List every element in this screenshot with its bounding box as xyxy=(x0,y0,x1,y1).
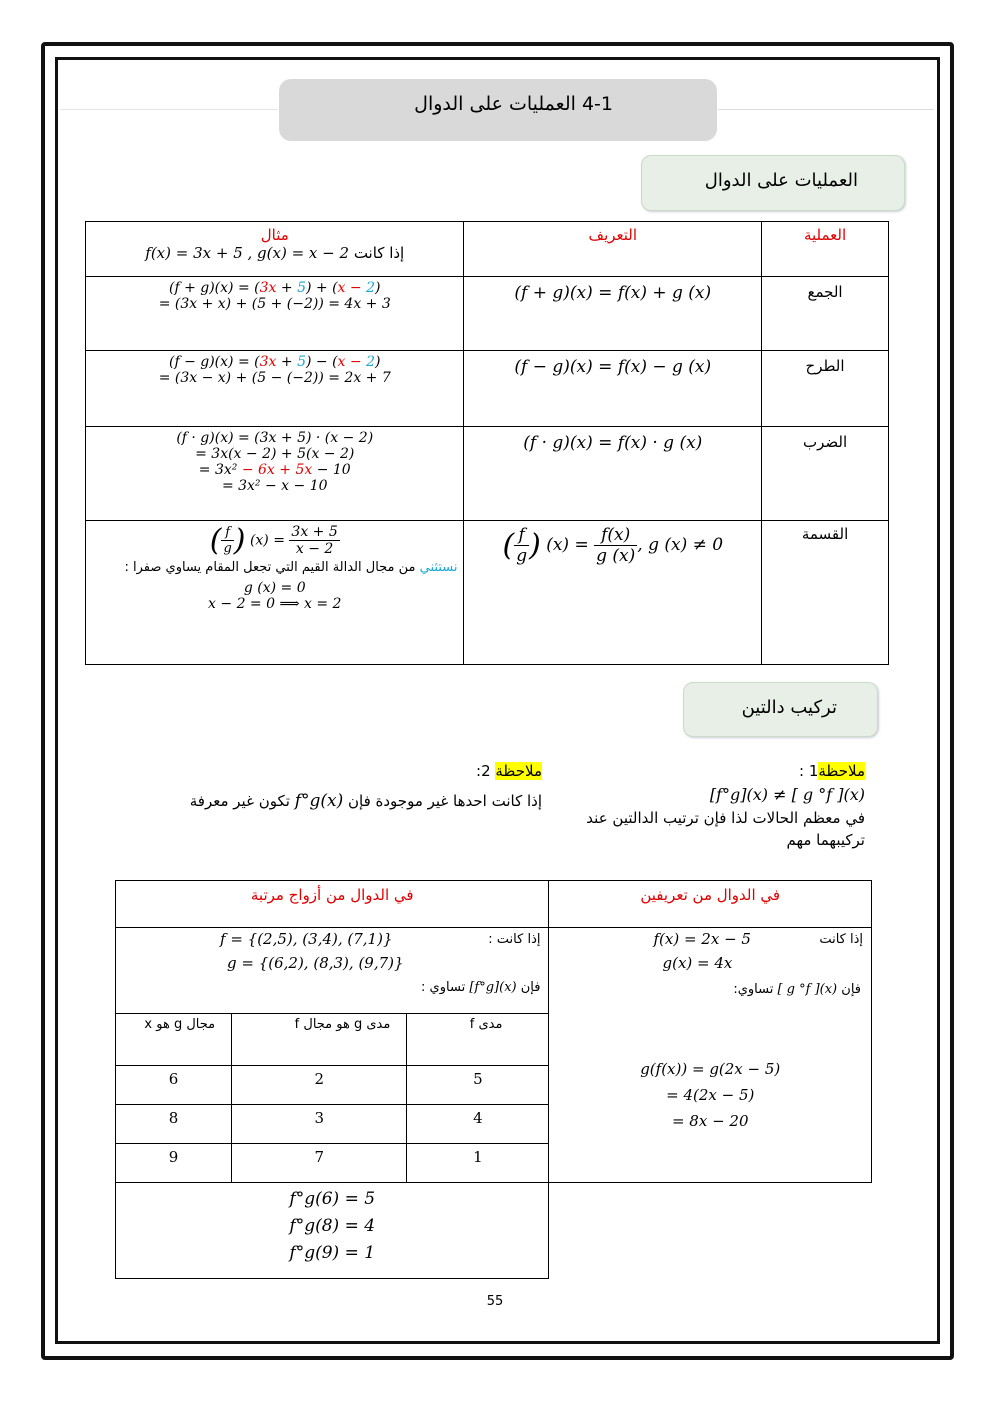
addition-definition-cell xyxy=(464,277,762,351)
subtraction-definition: (f − g)(x) = f(x) − g (x) xyxy=(514,357,712,377)
section-title-box xyxy=(279,79,717,141)
multiplication-example-cell xyxy=(86,427,464,521)
example-header-cell xyxy=(86,222,464,277)
addition-name: الجمع xyxy=(807,283,843,301)
definitions-work-line2: = 4(2x − 5) xyxy=(666,1086,755,1104)
composition-heading: تركيب دالتين xyxy=(741,697,837,718)
multiplication-example-line4: = 3x² − x − 10 xyxy=(221,478,328,494)
pairs-if: إذا كانت : xyxy=(488,932,541,947)
division-example-fraction: ( $\frac{f}{g}$ ) (x) = $\frac{3x + 5}{x - 2}$ xyxy=(209,523,338,558)
multiplication-example-line2: = 3x(x − 2) + 5(x − 2) xyxy=(195,446,355,462)
multiplication-definition-cell xyxy=(464,427,762,521)
definitions-content-cell xyxy=(549,928,872,1183)
multiplication-name: الضرب xyxy=(802,433,848,451)
table-cell: 5 xyxy=(407,1065,549,1104)
subtraction-example-cell xyxy=(86,351,464,427)
addition-example-line2: = (3x + x) + (5 + (−2)) = 4x + 3 xyxy=(158,296,391,312)
composition-heading-box xyxy=(683,682,878,737)
divider-line xyxy=(60,109,278,110)
operation-header: العملية xyxy=(803,226,847,244)
definitions-header: في الدوال من تعريفين xyxy=(640,886,781,904)
note1-text: في معظم الحالات لذا فإن ترتيب الدالتين عند تركيبهما مهم xyxy=(586,809,865,849)
division-definition: ( $\frac{f}{g}$ ) (x) = $\frac{f(x)}{g (x)}$ , g (x) ≠ 0 xyxy=(502,525,724,566)
division-definition-cell xyxy=(464,521,762,665)
division-example-cell xyxy=(86,521,464,665)
pairs-definition-cell xyxy=(116,928,549,1014)
addition-name-cell xyxy=(762,277,889,351)
subtraction-name-cell xyxy=(762,351,889,427)
table-row xyxy=(86,427,889,521)
multiplication-example-line3: = 3x² − 6x + 5x − 10 xyxy=(198,462,351,478)
subtraction-definition-cell xyxy=(464,351,762,427)
section-title: 4-1 العمليات على الدوال xyxy=(414,93,613,115)
definitions-work-line3: = 8x − 20 xyxy=(671,1112,749,1130)
operations-table xyxy=(85,221,889,665)
divider-line xyxy=(718,109,934,110)
table-cell: 6 xyxy=(116,1065,232,1104)
pairs-inner-table xyxy=(116,1014,548,1182)
table-row xyxy=(116,1143,548,1182)
operations-heading: العمليات على الدوال xyxy=(704,170,858,191)
definitions-f: f(x) = 2x − 5 xyxy=(653,930,751,948)
note2-text: إذا كانت احدها غير موجودة فإن f°g(x) تكون غير معرفة xyxy=(189,791,542,811)
pairs-g: g = {(6,2), (8,3), (9,7)} xyxy=(227,954,404,972)
definitions-work-line1: g(f(x)) = g(2x − 5) xyxy=(640,1060,781,1078)
definitions-g: g(x) = 4x xyxy=(662,954,733,972)
subtraction-name: الطرح xyxy=(805,357,845,375)
pairs-results-cell xyxy=(116,1183,549,1279)
table-row xyxy=(116,1065,548,1104)
pairs-then: فإن [f°g](x) تساوي : xyxy=(421,980,541,995)
table-row xyxy=(86,351,889,427)
table-cell: 4 xyxy=(407,1104,549,1143)
division-example-eq2: x − 2 = 0 ⟹ x = 2 xyxy=(208,596,342,612)
multiplication-definition: (f · g)(x) = f(x) · g (x) xyxy=(523,433,703,453)
pairs-result-line: f°g(8) = 4 xyxy=(289,1216,376,1236)
multiplication-example-line1: (f · g)(x) = (3x + 5) · (x − 2) xyxy=(176,430,374,446)
subtraction-example-line2: = (3x − x) + (5 − (−2)) = 2x + 7 xyxy=(158,370,391,386)
note2-title: ملاحظة 2: xyxy=(476,762,542,780)
addition-example-cell xyxy=(86,277,464,351)
pairs-result-line: f°g(9) = 1 xyxy=(289,1243,376,1263)
table-row xyxy=(116,1014,548,1065)
pairs-result-line: f°g(6) = 5 xyxy=(289,1189,376,1209)
page-number: 55 xyxy=(486,1294,504,1309)
table-cell: 1 xyxy=(407,1143,549,1182)
table-cell: 7 xyxy=(232,1143,407,1182)
example-given xyxy=(86,244,463,262)
table-row xyxy=(86,277,889,351)
division-name: القسمة xyxy=(801,525,849,543)
col-head-g-domain: مجال g هو x xyxy=(116,1014,232,1065)
operations-heading-box xyxy=(641,155,905,211)
table-cell: 2 xyxy=(232,1065,407,1104)
note1 xyxy=(565,759,865,851)
subtraction-example-line1: (f − g)(x) = (3x + 5) − (x − 2) xyxy=(168,354,381,370)
pairs-header-cell xyxy=(116,881,549,928)
table-row xyxy=(86,521,889,665)
addition-example-line1: (f + g)(x) = (3x + 5) + (x − 2) xyxy=(168,280,381,296)
example-given-prefix: إذا كانت xyxy=(353,244,405,262)
table-row xyxy=(116,1183,872,1279)
example-header: مثال xyxy=(260,226,289,244)
note1-formula: [f°g](x) ≠ [ g °f ](x) xyxy=(709,785,865,804)
example-given-formula: f(x) = 3x + 5 , g(x) = x − 2 xyxy=(145,244,350,262)
note1-title: ملاحظة1 : xyxy=(799,762,865,780)
division-example-eq1: g (x) = 0 xyxy=(243,580,306,596)
definitions-then: فإن [ g °f ](x) تساوي: xyxy=(733,982,861,997)
col-head-f-range: مدى f xyxy=(407,1014,549,1065)
table-row xyxy=(86,222,889,277)
definition-header: التعريف xyxy=(588,226,638,244)
table-cell: 9 xyxy=(116,1143,232,1182)
table-row xyxy=(116,1104,548,1143)
division-example-note: نستثني من مجال الدالة القيم التي تجعل المقام يساوي صفرا : xyxy=(124,560,458,575)
definitions-header-cell xyxy=(549,881,872,928)
addition-definition: (f + g)(x) = f(x) + g (x) xyxy=(514,283,712,303)
definition-header-cell xyxy=(464,222,762,277)
table-cell: 3 xyxy=(232,1104,407,1143)
pairs-f: f = {(2,5), (3,4), (7,1)} xyxy=(220,930,393,948)
col-head-g-range: مدى g هو مجال f xyxy=(232,1014,407,1065)
note2 xyxy=(135,759,542,813)
table-cell: 8 xyxy=(116,1104,232,1143)
division-name-cell xyxy=(762,521,889,665)
multiplication-name-cell xyxy=(762,427,889,521)
pairs-header: في الدوال من أزواج مرتبة xyxy=(250,886,414,904)
pairs-inner-table-cell xyxy=(116,1014,549,1183)
composition-table xyxy=(115,880,872,1279)
definitions-work xyxy=(549,1056,871,1134)
table-row xyxy=(116,881,872,928)
table-row xyxy=(116,928,872,1014)
operation-header-cell xyxy=(762,222,889,277)
definitions-if: إذا كانت xyxy=(819,932,863,947)
